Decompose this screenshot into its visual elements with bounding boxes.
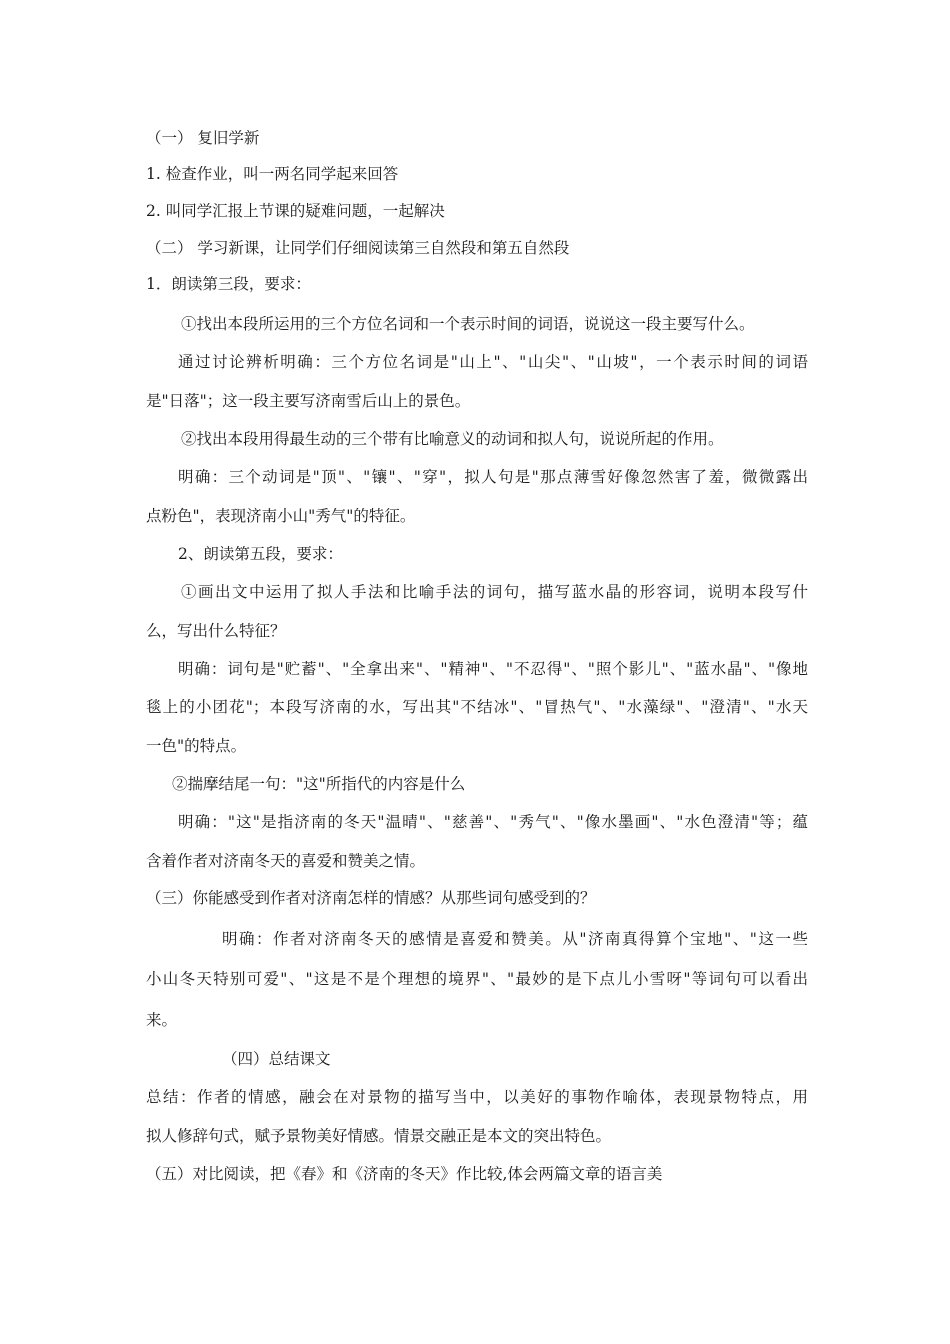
section-2-heading: （二） 学习新课，让同学们仔细阅读第三自然段和第五自然段	[146, 239, 570, 257]
section-1-heading: （一） 复旧学新	[146, 129, 260, 147]
task-2-question-1-line-2: 么，写出什么特征？	[146, 622, 286, 640]
task-2-question-2: ②揣摩结尾一句："这"所指代的内容是什么	[172, 775, 466, 793]
section-1-item-2: 2. 叫同学汇报上节课的疑难问题，一起解决	[146, 202, 445, 220]
task-2-answer-2-line-1: 明确："这"是指济南的冬天"温晴"、"慈善"、"秀气"、"像水墨画"、"水色澄清"等；蕴	[178, 813, 808, 831]
section-4-heading: （四）总结课文	[222, 1050, 331, 1068]
section-4-summary-line-2: 拟人修辞句式，赋予景物美好情感。情景交融正是本文的突出特色。	[146, 1127, 612, 1145]
task-2-answer-1-line-3: 一色"的特点。	[146, 737, 247, 755]
section-2-task-2: 2、朗读第五段，要求：	[178, 545, 343, 563]
task-2-answer-2-line-2: 含着作者对济南冬天的喜爱和赞美之情。	[146, 852, 426, 870]
task-2-question-1-line-1: ①画出文中运用了拟人手法和比喻手法的词句，描写蓝水晶的形容词，说明本段写什	[181, 583, 808, 601]
section-2-task-1: 1．朗读第三段，要求：	[146, 275, 311, 293]
task-1-answer-1-line-2: 是"日落"；这一段主要写济南雪后山上的景色。	[146, 392, 471, 410]
section-3-answer-line-3: 来。	[146, 1011, 178, 1029]
section-4-summary-line-1: 总结：作者的情感，融会在对景物的描写当中，以美好的事物作喻体，表现景物特点，用	[146, 1088, 808, 1106]
task-1-question-1: ①找出本段所运用的三个方位名词和一个表示时间的词语，说说这一段主要写什么。	[181, 315, 755, 333]
section-3-answer-line-1: 明确：作者对济南冬天的感情是喜爱和赞美。从"济南真得算个宝地"、"这一些	[222, 930, 808, 948]
task-1-question-2: ②找出本段用得最生动的三个带有比喻意义的动词和拟人句，说说所起的作用。	[181, 430, 724, 448]
section-1-item-1: 1. 检查作业，叫一两名同学起来回答	[146, 165, 399, 183]
task-1-answer-2-line-2: 点粉色"，表现济南小山"秀气"的特征。	[146, 507, 416, 525]
task-2-answer-1-line-2: 毯上的小团花"；本段写济南的水，写出其"不结冰"、"冒热气"、"水藻绿"、"澄清"、"水天	[146, 698, 808, 716]
task-1-answer-1-line-1: 通过讨论辨析明确：三个方位名词是"山上"、"山尖"、"山坡"，一个表示时间的词语	[178, 353, 808, 371]
section-3-heading: （三）你能感受到作者对济南怎样的情感？从那些词句感受到的？	[146, 889, 596, 907]
section-3-answer-line-2: 小山冬天特别可爱"、"这是不是个理想的境界"、"最妙的是下点儿小雪呀"等词句可以看出	[146, 970, 808, 988]
section-5-heading: （五）对比阅读，把《春》和《济南的冬天》作比较,体会两篇文章的语言美	[146, 1165, 663, 1183]
task-1-answer-2-line-1: 明确：三个动词是"顶"、"镶"、"穿"，拟人句是"那点薄雪好像忽然害了羞，微微露出	[178, 468, 808, 486]
task-2-answer-1-line-1: 明确：词句是"贮蓄"、"全拿出来"、"精神"、"不忍得"、"照个影儿"、"蓝水晶"、"像地	[178, 660, 808, 678]
